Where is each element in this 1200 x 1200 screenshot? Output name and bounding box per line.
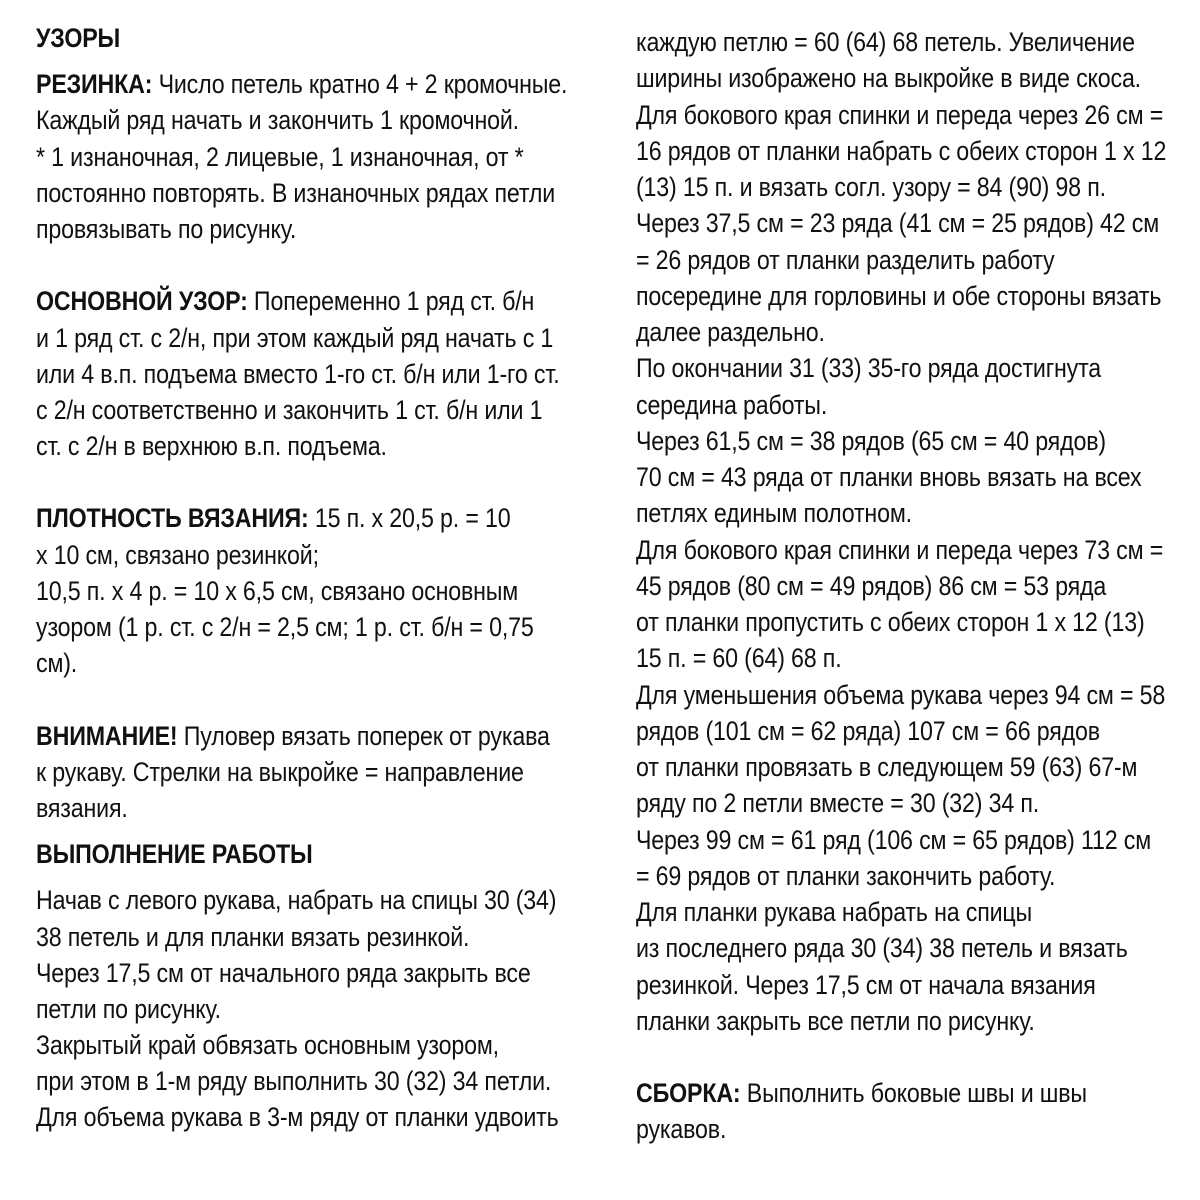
right-line-5: (13) 15 п. и вязать согл. узору = 84 (90) 98 п. bbox=[636, 172, 1106, 202]
right-line-10: По окончании 31 (33) 35-го ряда достигнута bbox=[636, 353, 1102, 384]
right-line-20: рядов (101 см = 62 ряда) 107 см = 66 рядов bbox=[636, 715, 1100, 746]
right-line-6: Через 37,5 см = 23 ряда (41 см = 25 рядов) 42 см bbox=[636, 208, 1160, 239]
attention-line-2: к рукаву. Стрелки на выкройке = направление bbox=[36, 756, 524, 787]
rib-line-1: РЕЗИНКА: Число петель кратно 4 + 2 кромочные. bbox=[36, 69, 568, 100]
right-line-7: = 26 рядов от планки разделить работу bbox=[636, 244, 1055, 275]
work-line-6: при этом в 1-м ряду выполнить 30 (32) 34 петли. bbox=[36, 1066, 552, 1097]
gauge-line-5: см). bbox=[36, 648, 78, 679]
left-column bbox=[36, 20, 596, 1136]
work-line-7: Для объема рукава в 3-м ряду от планки удвоить bbox=[36, 1102, 559, 1133]
work-line-2: 38 петель и для планки вязать резинкой. bbox=[36, 921, 470, 952]
gauge-line-3: 10,5 п. х 4 р. = 10 х 6,5 см, связано основным bbox=[36, 575, 519, 606]
assembly-line-1: СБОРКА: Выполнить боковые швы и швы bbox=[636, 1078, 1087, 1109]
right-line-16: 45 рядов (80 см = 49 рядов) 86 см = 53 ряда bbox=[636, 570, 1107, 601]
right-line-2: ширины изображено на выкройке в виде скоса. bbox=[636, 63, 1141, 94]
section-title-patterns: УЗОРЫ bbox=[36, 23, 121, 53]
gauge-heading: ПЛОТНОСТЬ ВЯЗАНИЯ: bbox=[36, 503, 309, 534]
right-line-26: из последнего ряда 30 (34) 38 петель и вязать bbox=[636, 933, 1128, 964]
right-line-15: Для бокового края спинки и переда через 73 см = bbox=[636, 534, 1164, 565]
work-line-3: Через 17,5 см от начального ряда закрыть все bbox=[36, 957, 531, 988]
right-line-23: Через 99 см = 61 ряд (106 см = 65 рядов) 112 см bbox=[636, 824, 1152, 855]
right-line-11: середина работы. bbox=[636, 389, 828, 420]
work-continued-section bbox=[636, 24, 1196, 1039]
gauge-line-4: узором (1 р. ст. с 2/н = 2,5 см; 1 р. ст. б/н = 0,75 bbox=[36, 612, 534, 642]
gauge-line-2: х 10 см, связано резинкой; bbox=[36, 539, 319, 570]
main-pattern-heading: ОСНОВНОЙ УЗОР: bbox=[36, 286, 248, 317]
gauge-line-1: ПЛОТНОСТЬ ВЯЗАНИЯ: 15 п. х 20,5 р. = 10 bbox=[36, 503, 511, 534]
assembly-section bbox=[636, 1075, 1196, 1148]
main-pattern-line-5: ст. с 2/н в верхнюю в.п. подъема. bbox=[36, 431, 387, 462]
work-section bbox=[36, 836, 596, 1136]
assembly-line-2: рукавов. bbox=[636, 1114, 727, 1145]
main-pattern-line-1: ОСНОВНОЙ УЗОР: Попеременно 1 ряд ст. б/н bbox=[36, 286, 535, 317]
main-pattern-line-2: и 1 ряд ст. с 2/н, при этом каждый ряд начать с 1 bbox=[36, 322, 554, 353]
attention-line-3: вязания. bbox=[36, 792, 128, 823]
rib-section bbox=[36, 66, 596, 247]
assembly-heading: СБОРКА: bbox=[636, 1078, 741, 1109]
right-line-8: посередине для горловины и обе стороны вязать bbox=[636, 280, 1162, 311]
right-line-18: 15 п. = 60 (64) 68 п. bbox=[636, 643, 842, 674]
work-line-5: Закрытый край обвязать основным узором, bbox=[36, 1030, 499, 1061]
right-line-4: 16 рядов от планки набрать с обеих сторон 1 х 12 bbox=[636, 135, 1167, 166]
attention-section bbox=[36, 718, 596, 827]
right-line-14: петлях единым полотном. bbox=[636, 498, 912, 529]
right-line-1: каждую петлю = 60 (64) 68 петель. Увеличение bbox=[636, 27, 1135, 57]
right-line-28: планки закрыть все петли по рисунку. bbox=[636, 1005, 1035, 1036]
attention-heading: ВНИМАНИЕ! bbox=[36, 720, 178, 751]
work-line-4: петли по рисунку. bbox=[36, 993, 221, 1024]
gauge-section bbox=[36, 500, 596, 681]
right-line-24: = 69 рядов от планки закончить работу. bbox=[636, 860, 1056, 891]
right-line-17: от планки пропустить с обеих сторон 1 х 12 (13) bbox=[636, 607, 1145, 637]
right-column bbox=[636, 24, 1196, 1148]
right-line-3: Для бокового края спинки и переда через 26 см = bbox=[636, 99, 1164, 130]
rib-line-4: постоянно повторять. В изнаночных рядах петли bbox=[36, 177, 555, 208]
right-line-21: от планки провязать в следующем 59 (63) 67-м bbox=[636, 752, 1138, 782]
rib-heading: РЕЗИНКА: bbox=[36, 69, 153, 100]
attention-line-1: ВНИМАНИЕ! Пуловер вязать поперек от рукава bbox=[36, 720, 550, 751]
main-pattern-line-4: с 2/н соответственно и закончить 1 ст. б/н или 1 bbox=[36, 394, 543, 425]
main-pattern-section bbox=[36, 283, 596, 464]
work-line-1: Начав с левого рукава, набрать на спицы 30 (34) bbox=[36, 885, 557, 916]
rib-line-3: * 1 изнаночная, 2 лицевые, 1 изнаночная, от * bbox=[36, 141, 524, 172]
main-pattern-line-3: или 4 в.п. подъема вместо 1-го ст. б/н или 1-го ст. bbox=[36, 358, 560, 389]
right-line-12: Через 61,5 см = 38 рядов (65 см = 40 рядов) bbox=[636, 425, 1106, 456]
right-line-13: 70 см = 43 ряда от планки вновь вязать на всех bbox=[636, 462, 1142, 492]
rib-line-2: Каждый ряд начать и закончить 1 кромочной. bbox=[36, 105, 519, 136]
work-heading: ВЫПОЛНЕНИЕ РАБОТЫ bbox=[36, 839, 313, 870]
right-line-25: Для планки рукава набрать на спицы bbox=[636, 897, 1033, 927]
right-line-22: ряду по 2 петли вместе = 30 (32) 34 п. bbox=[636, 788, 1040, 819]
rib-line-5: провязывать по рисунку. bbox=[36, 213, 297, 244]
right-line-27: резинкой. Через 17,5 см от начала вязания bbox=[636, 969, 1096, 1000]
right-line-9: далее раздельно. bbox=[636, 317, 825, 347]
right-line-19: Для уменьшения объема рукава через 94 см = 58 bbox=[636, 679, 1166, 710]
